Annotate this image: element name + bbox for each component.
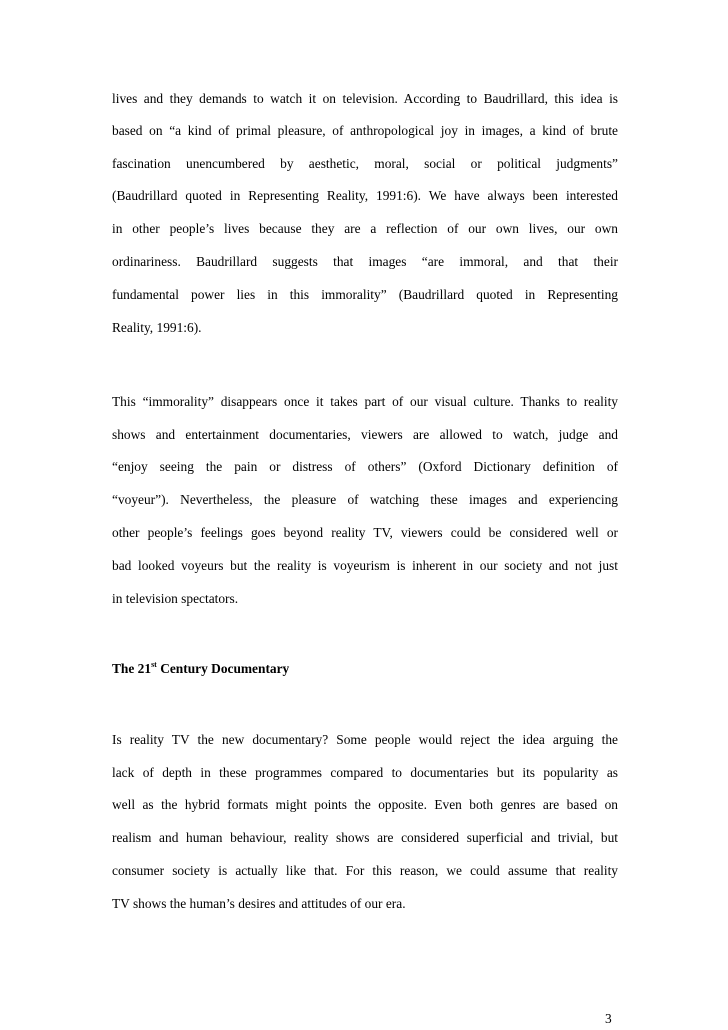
paragraph-2-line-1: This “immorality” disappears once it takes part of our visual culture. Thanks to reality	[112, 394, 618, 409]
paragraph-2-line-4: “voyeur”). Nevertheless, the pleasure of watching these images and experiencing	[112, 492, 618, 507]
paragraph-1-line-3: fascination unencumbered by aesthetic, moral, social or political judgments”	[112, 156, 618, 171]
paragraph-3-line-6: TV shows the human’s desires and attitudes of our era.	[112, 896, 406, 911]
paragraph-1-line-2: based on “a kind of primal pleasure, of anthropological joy in images, a kind of brute	[112, 123, 618, 138]
paragraph-1-line-5: in other people’s lives because they are a reflection of our own lives, our own	[112, 221, 618, 236]
page-number: 3	[605, 1011, 612, 1026]
section-heading-suffix: Century Documentary	[156, 661, 290, 676]
paragraph-3-line-4: realism and human behaviour, reality shows are considered superficial and trivial, but	[112, 830, 618, 845]
paragraph-2-line-7: in television spectators.	[112, 591, 239, 606]
paragraph-2-line-2: shows and entertainment documentaries, viewers are allowed to watch, judge and	[112, 427, 618, 442]
paragraph-2-line-6: bad looked voyeurs but the reality is voyeurism is inherent in our society and not just	[112, 558, 618, 573]
section-heading	[112, 661, 289, 677]
paragraph-1-line-7: fundamental power lies in this immorality” (Baudrillard quoted in Representing	[112, 287, 618, 302]
paragraph-2-line-3: “enjoy seeing the pain or distress of others” (Oxford Dictionary definition of	[112, 459, 618, 474]
paragraph-3-line-3: well as the hybrid formats might points the opposite. Even both genres are based on	[112, 797, 618, 812]
paragraph-3-line-5: consumer society is actually like that. For this reason, we could assume that reality	[112, 863, 618, 878]
paragraph-3-line-2: lack of depth in these programmes compared to documentaries but its popularity as	[112, 765, 618, 780]
section-heading-prefix: The 21	[112, 661, 152, 676]
paragraph-1-line-1: lives and they demands to watch it on television. According to Baudrillard, this idea is	[112, 91, 618, 106]
paragraph-1-line-8: Reality, 1991:6).	[112, 320, 202, 335]
paragraph-3-line-1: Is reality TV the new documentary? Some people would reject the idea arguing the	[112, 732, 618, 747]
section-heading-superscript: st	[151, 659, 157, 669]
paragraph-2-line-5: other people’s feelings goes beyond reality TV, viewers could be considered well or	[112, 525, 618, 540]
paragraph-1-line-4: (Baudrillard quoted in Representing Reality, 1991:6). We have always been interested	[112, 188, 618, 203]
paragraph-1-line-6: ordinariness. Baudrillard suggests that images “are immoral, and that their	[112, 254, 618, 269]
